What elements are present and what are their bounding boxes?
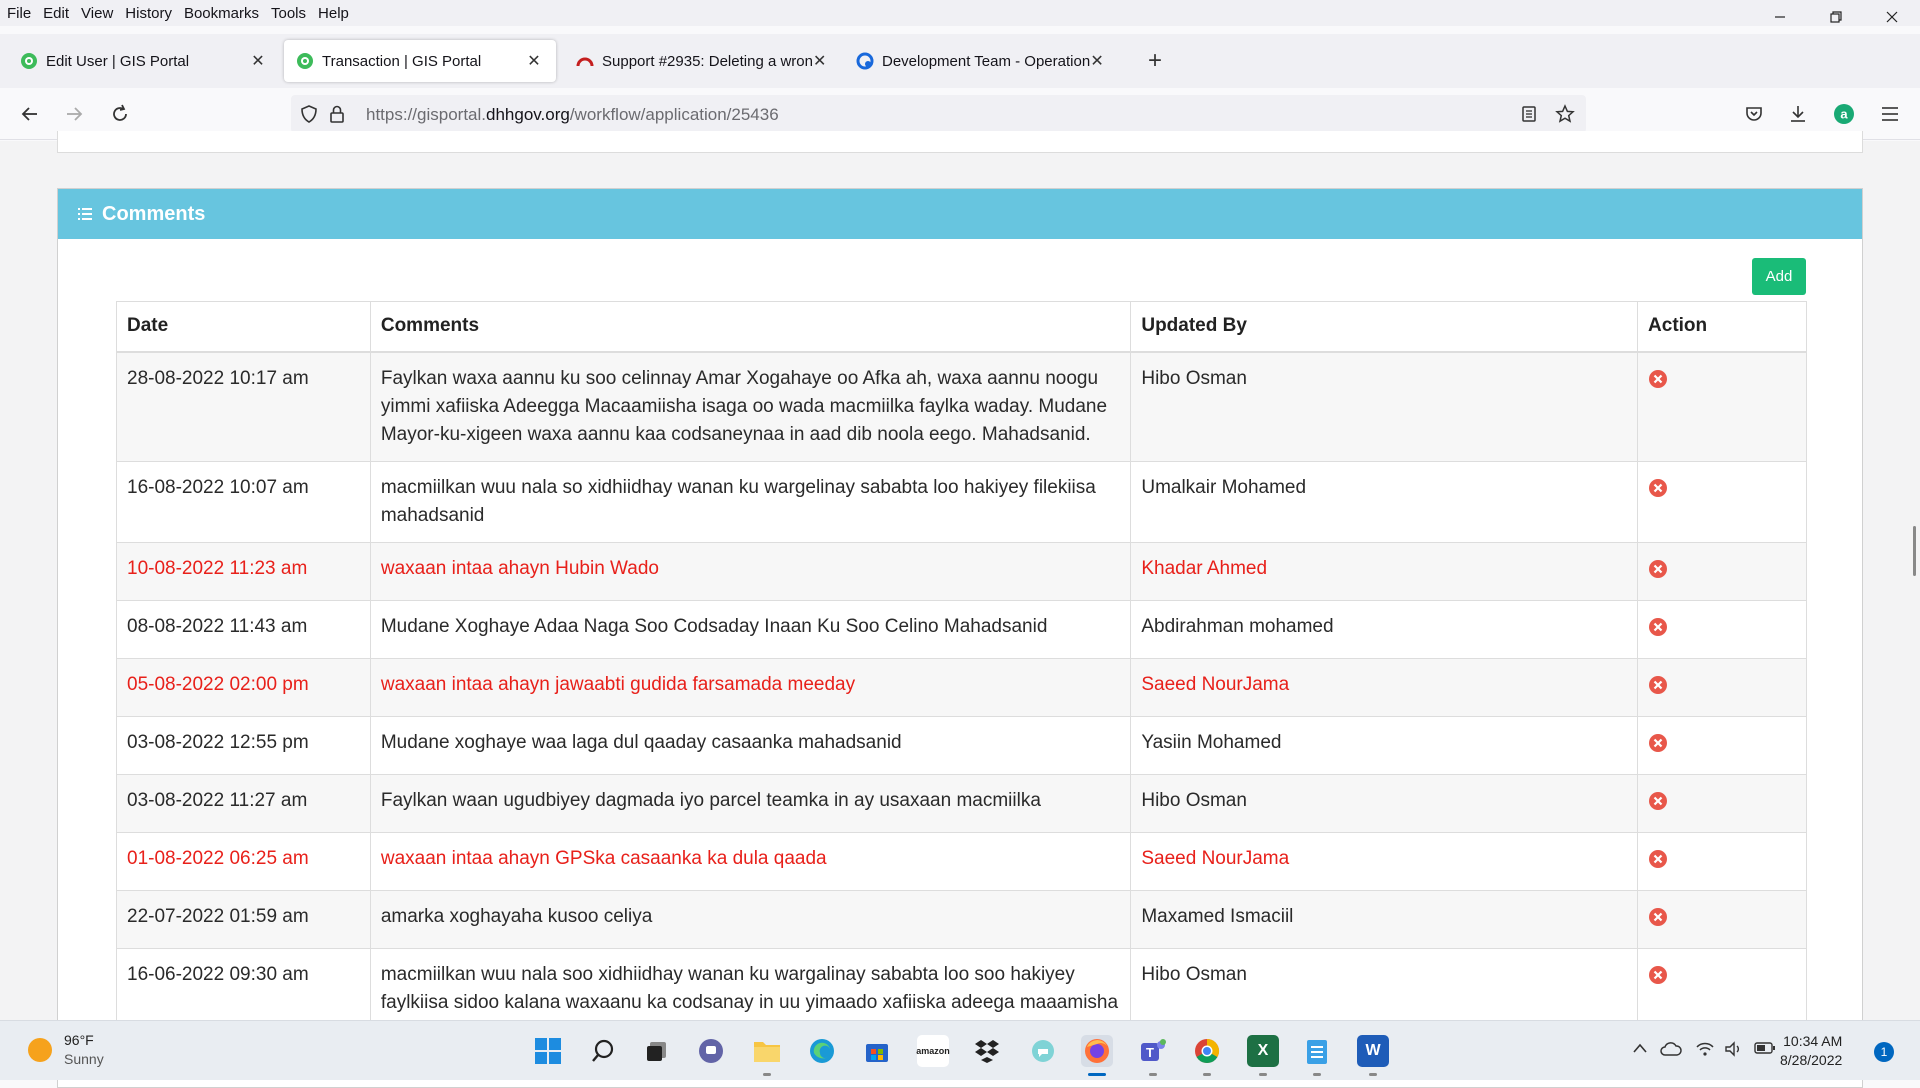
date-cell: 28-08-2022 10:17 am	[117, 352, 371, 462]
amazon-icon: amazon	[916, 1046, 950, 1056]
list-icon	[78, 207, 92, 221]
teams-chat-button[interactable]	[695, 1035, 727, 1067]
reader-view-icon[interactable]	[1517, 102, 1541, 126]
menu-view[interactable]: View	[81, 4, 114, 22]
account-avatar-icon	[1833, 103, 1855, 125]
reload-button[interactable]	[104, 98, 136, 130]
teams-button[interactable]	[1137, 1035, 1169, 1067]
volume-icon[interactable]	[1724, 1041, 1744, 1062]
back-arrow-icon	[20, 104, 40, 124]
close-window-button[interactable]	[1864, 0, 1920, 34]
microsoft-store-button[interactable]	[861, 1035, 893, 1067]
updated-by-cell: Abdirahman mohamed	[1131, 600, 1638, 658]
action-cell	[1638, 658, 1807, 716]
tab-development-team[interactable]	[844, 40, 1116, 82]
tab-support[interactable]	[564, 40, 836, 82]
chrome-button[interactable]	[1191, 1035, 1223, 1067]
tab-title: Edit User | GIS Portal	[46, 52, 190, 70]
comment-cell: waxaan intaa ahayn GPSka casaanka ka dula qaada	[370, 832, 1131, 890]
restore-icon	[1830, 11, 1842, 23]
running-indicator	[1369, 1073, 1377, 1076]
comment-cell: Faylkan waxa aannu ku soo celinnay Amar Xogahaye oo Afka ah, waxa aannu noogu yimmi xafiiska Adeegga Macaamiisha isaga oo wada macmiilka faylka waday. Mudane Mayor-ku-xigeen waxa aannu kaa codsaneynaa in aad dib noola eego. Mahadsanid.	[370, 352, 1131, 462]
edge-browser-icon	[808, 1037, 836, 1065]
chat-icon	[697, 1037, 725, 1065]
app-menu-button[interactable]	[1874, 98, 1906, 130]
hamburger-menu-icon	[1881, 106, 1899, 122]
delete-comment-icon[interactable]	[1648, 675, 1668, 695]
file-explorer-button[interactable]	[751, 1035, 783, 1067]
updated-by-cell: Saeed NourJama	[1131, 658, 1638, 716]
comment-cell: amarka xoghayaha kusoo celiya	[370, 890, 1131, 948]
delete-comment-icon[interactable]	[1648, 791, 1668, 811]
weather-text	[64, 1031, 104, 1069]
folder-icon	[753, 1038, 781, 1064]
minimize-button[interactable]	[1752, 0, 1808, 34]
date-cell: 16-08-2022 10:07 am	[117, 461, 371, 542]
tab-title: Support #2935: Deleting a wron	[602, 52, 813, 70]
delete-comment-icon[interactable]	[1648, 559, 1668, 579]
delete-comment-icon[interactable]	[1648, 733, 1668, 753]
updated-by-cell: Hibo Osman	[1131, 774, 1638, 832]
account-button[interactable]	[1828, 98, 1860, 130]
dropbox-button[interactable]	[971, 1035, 1003, 1067]
wifi-icon[interactable]	[1696, 1041, 1714, 1062]
battery-icon[interactable]	[1754, 1041, 1776, 1060]
forward-arrow-icon	[64, 104, 84, 124]
sun-icon	[28, 1038, 52, 1062]
notepad-button[interactable]	[1301, 1035, 1333, 1067]
menu-bookmarks[interactable]: Bookmarks	[183, 4, 259, 22]
search-icon	[590, 1038, 616, 1064]
tab-close-icon[interactable]: ✕	[1090, 53, 1104, 70]
action-cell	[1638, 832, 1807, 890]
table-row	[117, 890, 1807, 948]
date-cell: 05-08-2022 02:00 pm	[117, 658, 371, 716]
clock-time: 10:34 AM	[1783, 1033, 1843, 1049]
plus-icon: +	[1147, 47, 1162, 74]
svg-text:T: T	[1146, 1045, 1154, 1060]
delete-comment-icon[interactable]	[1648, 849, 1668, 869]
windows-taskbar	[0, 1020, 1920, 1080]
dropbox-icon	[973, 1038, 1001, 1064]
windows-start-icon	[534, 1037, 562, 1065]
minimize-icon	[1774, 11, 1786, 23]
comments-panel-header	[58, 189, 1862, 239]
column-header-date: Date	[117, 302, 371, 352]
active-app-indicator	[1088, 1073, 1106, 1076]
running-indicator	[1149, 1073, 1157, 1076]
url-text[interactable]	[366, 105, 779, 125]
tab-close-icon[interactable]: ✕	[251, 53, 265, 70]
notepad-icon	[1305, 1037, 1329, 1065]
restore-button[interactable]	[1808, 0, 1864, 34]
url-bar[interactable]	[291, 95, 1586, 133]
new-tab-button[interactable]	[1137, 40, 1173, 82]
table-row	[117, 352, 1807, 462]
task-view-button[interactable]	[641, 1035, 673, 1067]
table-header-row	[117, 302, 1807, 352]
column-header-comments: Comments	[370, 302, 1131, 352]
column-header-action: Action	[1638, 302, 1807, 352]
search-button[interactable]	[587, 1035, 619, 1067]
bookmark-star-icon[interactable]	[1553, 102, 1577, 126]
running-indicator	[1259, 1073, 1267, 1076]
updated-by-cell: Khadar Ahmed	[1131, 542, 1638, 600]
comment-cell: Faylkan waan ugudbiyey dagmada iyo parcel teamka in ay usaxaan macmiilka	[370, 774, 1131, 832]
comment-cell: Mudane xoghaye waa laga dul qaaday casaanka mahadsanid	[370, 716, 1131, 774]
window-controls	[1752, 0, 1920, 34]
notification-badge[interactable]: 1	[1874, 1042, 1894, 1062]
updated-by-cell: Hibo Osman	[1131, 948, 1638, 1057]
table-row	[117, 542, 1807, 600]
column-header-updated-by: Updated By	[1131, 302, 1638, 352]
gis-portal-icon	[20, 52, 38, 70]
comment-cell: waxaan intaa ahayn Hubin Wado	[370, 542, 1131, 600]
gis-portal-icon	[296, 52, 314, 70]
clock-date: 8/28/2022	[1780, 1052, 1843, 1068]
running-indicator	[1203, 1073, 1211, 1076]
table-row	[117, 832, 1807, 890]
comments-table	[116, 301, 1807, 1058]
updated-by-cell: Umalkair Mohamed	[1131, 461, 1638, 542]
firefox-button[interactable]	[1081, 1035, 1113, 1067]
action-cell	[1638, 600, 1807, 658]
weather-condition: Sunny	[64, 1051, 104, 1067]
menu-edit[interactable]: Edit	[43, 4, 70, 22]
edge-button[interactable]	[806, 1035, 838, 1067]
delete-comment-icon[interactable]	[1648, 369, 1668, 389]
delete-comment-icon[interactable]	[1648, 965, 1668, 985]
comments-panel-title: Comments	[102, 202, 206, 225]
onedrive-cloud-icon[interactable]	[1660, 1041, 1682, 1062]
excel-button[interactable]	[1247, 1035, 1279, 1067]
comment-cell: Mudane Xoghaye Adaa Naga Soo Codsaday Inaan Ku Soo Celino Mahadsanid	[370, 600, 1131, 658]
jira-icon	[856, 52, 874, 70]
menu-help[interactable]: Help	[318, 4, 349, 22]
svg-text:a: a	[1840, 106, 1848, 122]
firefox-icon	[1083, 1037, 1111, 1065]
back-button[interactable]	[14, 98, 46, 130]
menu-file[interactable]: File	[7, 4, 32, 22]
pocket-icon	[1744, 104, 1764, 124]
pocket-button[interactable]	[1738, 98, 1770, 130]
tab-close-icon[interactable]: ✕	[527, 53, 541, 70]
action-cell	[1638, 774, 1807, 832]
excel-icon: X	[1257, 1042, 1269, 1059]
tab-edit-user[interactable]	[8, 40, 280, 82]
lock-icon[interactable]	[325, 102, 349, 126]
table-row	[117, 716, 1807, 774]
store-icon	[864, 1038, 890, 1064]
date-cell: 10-08-2022 11:23 am	[117, 542, 371, 600]
tab-title: Development Team - Operation	[882, 52, 1091, 70]
delete-comment-icon[interactable]	[1648, 617, 1668, 637]
date-cell: 03-08-2022 11:27 am	[117, 774, 371, 832]
reload-icon	[110, 104, 130, 124]
date-cell: 16-06-2022 09:30 am	[117, 948, 371, 1057]
messaging-app-button[interactable]	[1027, 1035, 1059, 1067]
tab-transaction[interactable]	[284, 40, 556, 82]
running-indicator	[763, 1073, 771, 1076]
task-view-icon	[645, 1039, 669, 1063]
action-cell	[1638, 716, 1807, 774]
delete-comment-icon[interactable]	[1648, 478, 1668, 498]
chrome-icon	[1193, 1037, 1221, 1065]
tab-close-icon[interactable]: ✕	[812, 53, 827, 70]
word-button[interactable]	[1357, 1035, 1389, 1067]
page-content	[0, 141, 1920, 1020]
action-cell	[1638, 542, 1807, 600]
date-cell: 22-07-2022 01:59 am	[117, 890, 371, 948]
action-cell	[1638, 890, 1807, 948]
message-bubble-icon	[1030, 1038, 1056, 1064]
tab-title: Transaction | GIS Portal	[322, 52, 482, 70]
date-cell: 01-08-2022 06:25 am	[117, 832, 371, 890]
forward-button[interactable]	[58, 98, 90, 130]
downloads-button[interactable]	[1782, 98, 1814, 130]
comment-cell: macmiilkan wuu nala soo xidhiidhay wanan ku wargalinay sababta loo soo hakiyey faylkiisa sidoo kalana waxaanu ka codsanay in uu yimaado xafiiska adeega maaamisha	[370, 948, 1131, 1057]
amazon-button[interactable]	[917, 1035, 949, 1067]
teams-icon	[1139, 1037, 1167, 1065]
url-host: dhhgov.org	[486, 105, 570, 124]
redmine-icon	[576, 52, 594, 70]
shield-icon[interactable]	[297, 102, 321, 126]
date-cell: 08-08-2022 11:43 am	[117, 600, 371, 658]
add-comment-button[interactable]: Add	[1752, 258, 1806, 295]
updated-by-cell: Hibo Osman	[1131, 352, 1638, 462]
close-icon	[1886, 11, 1898, 23]
action-cell	[1638, 352, 1807, 462]
running-indicator	[1313, 1073, 1321, 1076]
system-clock[interactable]	[1780, 1032, 1842, 1070]
table-row	[117, 600, 1807, 658]
table-row	[117, 774, 1807, 832]
comments-panel	[57, 188, 1863, 1088]
action-cell	[1638, 461, 1807, 542]
menu-tools[interactable]: Tools	[270, 4, 307, 22]
menu-history[interactable]: History	[125, 4, 172, 22]
updated-by-cell: Saeed NourJama	[1131, 832, 1638, 890]
date-cell: 03-08-2022 12:55 pm	[117, 716, 371, 774]
updated-by-cell: Yasiin Mohamed	[1131, 716, 1638, 774]
comment-cell: waxaan intaa ahayn jawaabti gudida farsamada meeday	[370, 658, 1131, 716]
updated-by-cell: Maxamed Ismaciil	[1131, 890, 1638, 948]
start-button[interactable]	[532, 1035, 564, 1067]
tab-strip	[0, 34, 1920, 88]
previous-panel	[57, 131, 1863, 153]
comment-cell: macmiilkan wuu nala so xidhiidhay wanan ku wargelinay sababta loo hakiyey filekiisa mahadsanid	[370, 461, 1131, 542]
table-row	[117, 658, 1807, 716]
tray-overflow-chevron-icon[interactable]	[1632, 1041, 1648, 1060]
download-icon	[1788, 104, 1808, 124]
url-path: /workflow/application/25436	[569, 105, 779, 124]
table-row	[117, 461, 1807, 542]
page-scrollbar[interactable]	[1913, 526, 1916, 576]
word-icon: W	[1365, 1042, 1381, 1059]
menu-bar	[0, 0, 1920, 26]
delete-comment-icon[interactable]	[1648, 907, 1668, 927]
weather-widget[interactable]	[28, 1031, 104, 1069]
url-prefix: https://gisportal.	[366, 105, 487, 124]
weather-temperature: 96°F	[64, 1032, 94, 1048]
